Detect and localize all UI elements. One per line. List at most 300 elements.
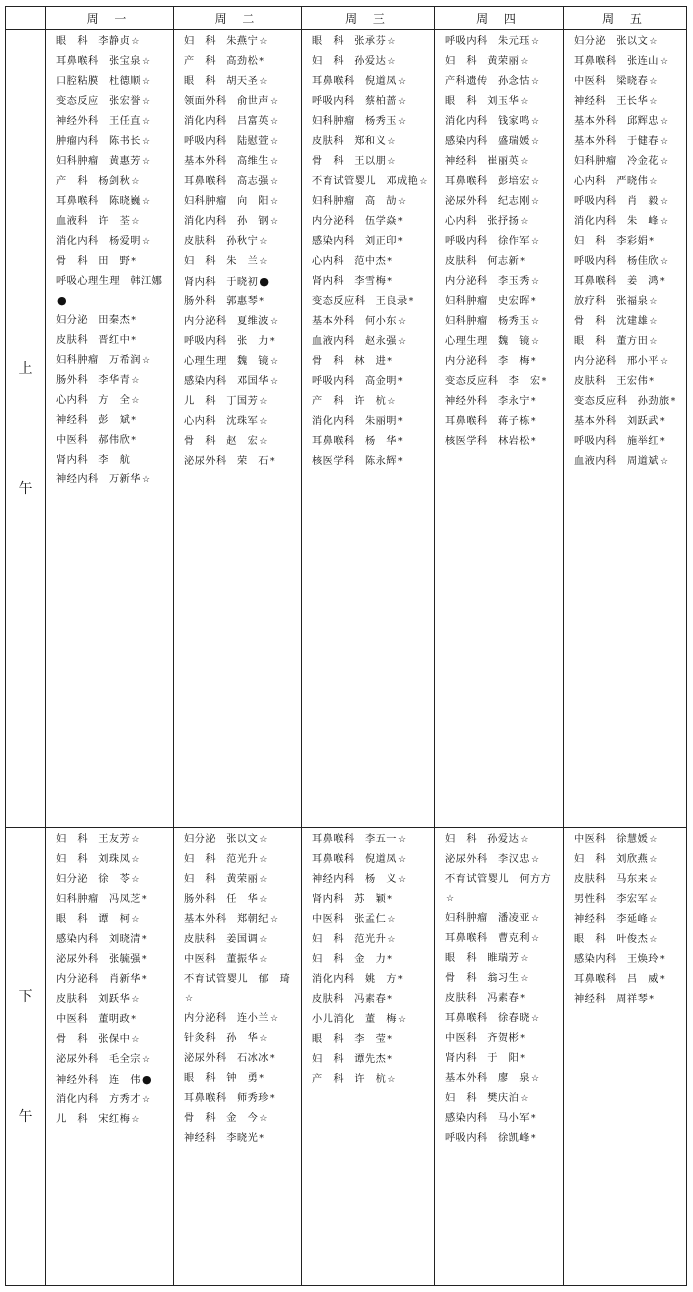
star-marker-icon: ☆ xyxy=(520,217,529,227)
department-label: 耳鼻喉科 xyxy=(445,176,488,187)
star-marker-icon: ☆ xyxy=(660,137,669,147)
star-marker-icon: ☆ xyxy=(259,855,268,865)
doctor-entry xyxy=(574,172,682,192)
asterisk-marker-icon: * xyxy=(387,257,392,267)
doctor-entry xyxy=(574,970,682,990)
star-marker-icon: ☆ xyxy=(520,97,529,107)
doctor-entry xyxy=(445,172,559,192)
doctor-name: 张宝泉 xyxy=(108,56,141,67)
doctor-entry xyxy=(56,212,169,232)
asterisk-marker-icon: * xyxy=(259,297,264,307)
star-marker-icon: ☆ xyxy=(259,437,268,447)
doctor-entry xyxy=(445,192,559,212)
star-marker-icon: ☆ xyxy=(398,317,407,327)
doctor-entry xyxy=(574,452,682,472)
doctor-name: 王长华 xyxy=(616,96,649,107)
doctor-entry xyxy=(574,870,682,890)
doctor-entry xyxy=(184,850,297,870)
star-marker-icon: ☆ xyxy=(398,117,407,127)
doctor-name: 王宏伟 xyxy=(616,376,649,387)
star-marker-icon: ☆ xyxy=(649,317,658,327)
asterisk-marker-icon: * xyxy=(259,57,264,67)
department-label: 内分泌科 xyxy=(184,316,227,327)
department-label: 心理生理 xyxy=(445,336,488,347)
doctor-name: 谭先杰 xyxy=(354,1054,387,1065)
doctor-entry xyxy=(184,332,297,352)
doctor-entry xyxy=(312,152,430,172)
star-marker-icon: ☆ xyxy=(531,934,540,944)
department-label: 消化内科 xyxy=(312,974,355,985)
department-label: 领面外科 xyxy=(184,96,227,107)
doctor-entry xyxy=(445,1009,559,1029)
star-marker-icon: ☆ xyxy=(142,197,151,207)
doctor-name: 邓成艳 xyxy=(386,176,419,187)
asterisk-marker-icon: * xyxy=(131,436,136,446)
doctor-entry xyxy=(574,830,682,850)
doctor-entry xyxy=(184,1069,297,1089)
department-label: 妇分泌 xyxy=(184,834,217,845)
doctor-entry xyxy=(445,292,559,312)
department-label: 眼 科 xyxy=(574,934,607,945)
department-label: 肾内科 xyxy=(184,277,217,288)
department-label: 耳鼻喉科 xyxy=(445,933,488,944)
doctor-name: 俞世声 xyxy=(236,96,269,107)
star-marker-icon: ☆ xyxy=(531,177,540,187)
doctor-entry xyxy=(574,232,682,252)
department-label: 妇 科 xyxy=(312,934,345,945)
doctor-entry xyxy=(184,132,297,152)
star-marker-icon: ☆ xyxy=(270,377,279,387)
doctor-entry xyxy=(445,969,559,989)
doctor-entry xyxy=(56,152,169,172)
doctor-name: 连 伟 xyxy=(108,1075,141,1086)
department-label: 放疗科 xyxy=(574,296,607,307)
doctor-name: 杨秀玉 xyxy=(364,116,397,127)
star-marker-icon: ☆ xyxy=(259,1034,268,1044)
doctor-name: 孙念怙 xyxy=(497,76,530,87)
asterisk-marker-icon: * xyxy=(142,955,147,965)
doctor-entry xyxy=(445,1049,559,1069)
department-label: 妇科肿瘤 xyxy=(56,156,99,167)
day-cell xyxy=(564,828,687,1286)
doctor-entry xyxy=(184,950,297,970)
doctor-name: 冷金花 xyxy=(626,156,659,167)
department-label: 呼吸内科 xyxy=(184,336,227,347)
doctor-name: 伍学焱 xyxy=(364,216,397,227)
department-label: 泌尿外科 xyxy=(184,456,227,467)
dot-marker-icon: ● xyxy=(259,275,269,288)
star-marker-icon: ☆ xyxy=(531,337,540,347)
star-marker-icon: ☆ xyxy=(131,915,140,925)
doctor-name: 邓国华 xyxy=(236,376,269,387)
doctor-name: 周道斌 xyxy=(626,456,659,467)
doctor-entry xyxy=(445,332,559,352)
day-cell xyxy=(435,30,564,828)
doctor-name: 吕富英 xyxy=(236,116,269,127)
afternoon-row xyxy=(6,828,687,1286)
department-label: 妇分泌 xyxy=(56,315,89,326)
asterisk-marker-icon: * xyxy=(649,377,654,387)
department-label: 消化内科 xyxy=(312,416,355,427)
asterisk-marker-icon: * xyxy=(270,1054,275,1064)
star-marker-icon: ☆ xyxy=(531,197,540,207)
doctor-name: 董明政 xyxy=(98,1014,131,1025)
star-marker-icon: ☆ xyxy=(398,97,407,107)
doctor-entry xyxy=(312,72,430,92)
doctor-entry xyxy=(56,112,169,132)
department-label: 骨 科 xyxy=(184,1113,217,1124)
doctor-entry xyxy=(312,970,430,990)
department-label: 变态反应科 xyxy=(312,296,366,307)
star-marker-icon: ☆ xyxy=(131,855,140,865)
star-marker-icon: ☆ xyxy=(649,895,658,905)
doctor-entry xyxy=(312,950,430,970)
asterisk-marker-icon: * xyxy=(398,975,403,985)
department-label: 神经科 xyxy=(574,96,607,107)
star-marker-icon: ☆ xyxy=(649,77,658,87)
doctor-entry xyxy=(184,152,297,172)
department-label: 神经外科 xyxy=(445,396,488,407)
department-label: 皮肤科 xyxy=(574,376,607,387)
department-label: 耳鼻喉科 xyxy=(312,854,355,865)
doctor-name: 彭培宏 xyxy=(497,176,530,187)
department-label: 肠外科 xyxy=(184,894,217,905)
doctor-name: 冯素春 xyxy=(487,993,520,1004)
doctor-entry xyxy=(56,72,169,92)
doctor-entry xyxy=(445,152,559,172)
doctor-entry xyxy=(56,830,169,850)
doctor-entry xyxy=(312,1030,430,1050)
star-marker-icon: ☆ xyxy=(131,37,140,47)
department-label: 泌尿外科 xyxy=(184,1053,227,1064)
asterisk-marker-icon: * xyxy=(660,277,665,287)
doctor-name: 金 力 xyxy=(354,954,387,965)
doctor-entry xyxy=(184,1129,297,1149)
doctor-name: 翁习生 xyxy=(487,973,520,984)
doctor-name: 徐慧媛 xyxy=(616,834,649,845)
department-label: 基本外科 xyxy=(574,136,617,147)
doctor-entry xyxy=(56,470,169,490)
doctor-name: 刘晓清 xyxy=(108,934,141,945)
day-header-thu: 周 四 xyxy=(435,7,564,30)
doctor-name: 叶俊杰 xyxy=(616,934,649,945)
doctor-name: 李宏军 xyxy=(616,894,649,905)
doctor-entry xyxy=(312,1010,430,1030)
doctor-entry xyxy=(445,1089,559,1109)
doctor-entry xyxy=(184,32,297,52)
doctor-name: 田秦杰 xyxy=(98,315,131,326)
doctor-name: 冯素春 xyxy=(354,994,387,1005)
star-marker-icon: ☆ xyxy=(142,57,151,67)
doctor-name: 邱辉忠 xyxy=(626,116,659,127)
doctor-name: 马小军 xyxy=(497,1113,530,1124)
doctor-entry xyxy=(184,272,297,292)
asterisk-marker-icon: * xyxy=(531,357,536,367)
department-label: 骨 科 xyxy=(56,256,89,267)
doctor-name: 何志新 xyxy=(487,256,520,267)
doctor-name: 徐凯峰 xyxy=(497,1133,530,1144)
period-label-morning: 上 午 xyxy=(6,30,46,828)
doctor-entry xyxy=(312,352,430,372)
doctor-entry xyxy=(445,132,559,152)
doctor-name: 方 全 xyxy=(98,395,131,406)
asterisk-marker-icon: * xyxy=(387,277,392,287)
department-label: 眼 科 xyxy=(574,336,607,347)
doctor-name: 王良录 xyxy=(375,296,408,307)
doctor-name: 睢瑞芳 xyxy=(487,953,520,964)
doctor-entry xyxy=(574,132,682,152)
department-label: 神经科 xyxy=(445,156,478,167)
department-label: 肠外科 xyxy=(184,296,217,307)
doctor-name: 范光升 xyxy=(354,934,387,945)
star-marker-icon: ☆ xyxy=(649,835,658,845)
doctor-name: 李五一 xyxy=(364,834,397,845)
department-label: 皮肤科 xyxy=(312,136,345,147)
doctor-entry xyxy=(574,152,682,172)
doctor-entry xyxy=(184,232,297,252)
doctor-name: 施举红 xyxy=(626,436,659,447)
doctor-entry xyxy=(56,451,169,470)
department-label: 神经内科 xyxy=(312,874,355,885)
star-marker-icon: ☆ xyxy=(270,97,279,107)
doctor-entry xyxy=(56,252,169,272)
doctor-name: 林岩松 xyxy=(497,436,530,447)
doctor-name: 朱丽明 xyxy=(364,416,397,427)
star-marker-icon: ☆ xyxy=(387,137,396,147)
department-label: 不育试管婴儿 xyxy=(184,974,249,985)
doctor-entry xyxy=(445,212,559,232)
department-label: 口腔粘膜 xyxy=(56,76,99,87)
department-label: 眼 科 xyxy=(56,36,89,47)
doctor-entry xyxy=(184,432,297,452)
doctor-name: 冯凤芝 xyxy=(108,894,141,905)
doctor-name: 蒋子栋 xyxy=(497,416,530,427)
doctor-entry xyxy=(56,1070,169,1090)
star-marker-icon: ☆ xyxy=(649,935,658,945)
department-label: 妇 科 xyxy=(445,56,478,67)
doctor-entry xyxy=(312,412,430,432)
doctor-entry xyxy=(574,910,682,930)
doctor-entry xyxy=(445,989,559,1009)
department-label: 心理生理 xyxy=(184,356,227,367)
doctor-entry xyxy=(312,112,430,132)
department-label: 妇 科 xyxy=(445,834,478,845)
asterisk-marker-icon: * xyxy=(531,437,536,447)
doctor-entry xyxy=(184,1049,297,1069)
asterisk-marker-icon: * xyxy=(660,975,665,985)
doctor-name: 孙 华 xyxy=(226,1033,259,1044)
star-marker-icon: ☆ xyxy=(649,177,658,187)
star-marker-icon: ☆ xyxy=(649,855,658,865)
doctor-name: 胡天圣 xyxy=(226,76,259,87)
star-marker-icon: ☆ xyxy=(446,894,455,904)
department-label: 眼 科 xyxy=(312,1034,345,1045)
doctor-name: 刘正印 xyxy=(364,236,397,247)
department-label: 内分泌科 xyxy=(445,276,488,287)
star-marker-icon: ☆ xyxy=(387,397,396,407)
star-marker-icon: ☆ xyxy=(660,157,669,167)
doctor-entry xyxy=(574,372,682,392)
department-label: 耳鼻喉科 xyxy=(445,416,488,427)
doctor-name: 王焕玲 xyxy=(626,954,659,965)
doctor-name: 樊庆泊 xyxy=(487,1093,520,1104)
doctor-name: 蔡柏蔷 xyxy=(364,96,397,107)
department-label: 呼吸内科 xyxy=(574,256,617,267)
doctor-entry xyxy=(56,870,169,890)
department-label: 肿瘤内科 xyxy=(56,136,99,147)
star-marker-icon: ☆ xyxy=(398,855,407,865)
asterisk-marker-icon: * xyxy=(387,1035,392,1045)
doctor-name: 曹克利 xyxy=(497,933,530,944)
doctor-name: 张抒扬 xyxy=(487,216,520,227)
doctor-name: 林 进 xyxy=(354,356,387,367)
department-label: 消化内科 xyxy=(56,236,99,247)
department-label: 神经外科 xyxy=(56,116,99,127)
doctor-name: 刘跃武 xyxy=(626,416,659,427)
doctor-name: 郁 琦 xyxy=(258,974,291,985)
doctor-name: 严晓伟 xyxy=(616,176,649,187)
doctor-entry xyxy=(574,412,682,432)
department-label: 皮肤科 xyxy=(184,934,217,945)
star-marker-icon: ☆ xyxy=(259,835,268,845)
star-marker-icon: ☆ xyxy=(259,77,268,87)
doctor-entry xyxy=(574,92,682,112)
star-marker-icon: ☆ xyxy=(270,157,279,167)
department-label: 肾内科 xyxy=(56,455,89,466)
doctor-entry xyxy=(574,272,682,292)
doctor-name: 石冰冰 xyxy=(236,1053,269,1064)
star-marker-icon: ☆ xyxy=(531,37,540,47)
star-marker-icon: ☆ xyxy=(398,875,407,885)
doctor-name: 高 劼 xyxy=(364,196,397,207)
asterisk-marker-icon: * xyxy=(649,995,654,1005)
doctor-entry xyxy=(574,332,682,352)
doctor-entry xyxy=(184,412,297,432)
doctor-entry xyxy=(312,870,430,890)
department-label: 心内科 xyxy=(312,256,345,267)
doctor-name: 张孟仁 xyxy=(354,914,387,925)
department-label: 耳鼻喉科 xyxy=(445,1013,488,1024)
doctor-name: 张 力 xyxy=(236,336,269,347)
doctor-name: 于晓初 xyxy=(226,277,259,288)
clinic-schedule-table xyxy=(5,6,687,1286)
department-label: 心内科 xyxy=(445,216,478,227)
doctor-name: 刘跃华 xyxy=(98,994,131,1005)
day-header-wed: 周 三 xyxy=(302,7,435,30)
asterisk-marker-icon: * xyxy=(270,337,275,347)
department-label: 呼吸内科 xyxy=(445,1133,488,1144)
doctor-entry xyxy=(574,252,682,272)
doctor-name: 黄惠芳 xyxy=(108,156,141,167)
day-cell xyxy=(435,828,564,1286)
star-marker-icon: ☆ xyxy=(660,197,669,207)
doctor-name: 李永宁 xyxy=(497,396,530,407)
department-label: 妇 科 xyxy=(574,236,607,247)
doctor-entry xyxy=(445,432,559,452)
department-label: 神经科 xyxy=(574,914,607,925)
department-label: 妇 科 xyxy=(184,256,217,267)
department-label: 骨 科 xyxy=(312,356,345,367)
asterisk-marker-icon: * xyxy=(520,994,525,1004)
doctor-entry xyxy=(574,312,682,332)
dot-marker-icon: ● xyxy=(142,1073,152,1086)
doctor-entry xyxy=(56,950,169,970)
department-label: 妇科肿瘤 xyxy=(56,355,99,366)
department-label: 泌尿外科 xyxy=(445,196,488,207)
doctor-entry xyxy=(56,1090,169,1110)
department-label: 皮肤科 xyxy=(184,236,217,247)
department-label: 皮肤科 xyxy=(312,994,345,1005)
star-marker-icon: ☆ xyxy=(649,337,658,347)
department-label: 产科遗传 xyxy=(445,76,488,87)
doctor-name: 邢小平 xyxy=(626,356,659,367)
department-label: 耳鼻喉科 xyxy=(56,196,99,207)
star-marker-icon: ☆ xyxy=(142,1055,151,1065)
star-marker-icon: ☆ xyxy=(387,57,396,67)
asterisk-marker-icon: * xyxy=(398,457,403,467)
day-header-tue: 周 二 xyxy=(174,7,302,30)
day-header-fri: 周 五 xyxy=(564,7,687,30)
doctor-name: 潘凌亚 xyxy=(497,913,530,924)
doctor-entry xyxy=(184,1089,297,1109)
doctor-name: 朱 兰 xyxy=(226,256,259,267)
star-marker-icon: ☆ xyxy=(398,337,407,347)
doctor-entry xyxy=(312,930,430,950)
department-label: 肾内科 xyxy=(312,894,345,905)
department-label: 骨 科 xyxy=(574,316,607,327)
star-marker-icon: ☆ xyxy=(142,1095,151,1105)
department-label: 骨 科 xyxy=(445,973,478,984)
department-label: 妇科肿瘤 xyxy=(184,196,227,207)
doctor-name: 向 阳 xyxy=(236,196,269,207)
department-label: 儿 科 xyxy=(56,1114,89,1125)
doctor-entry xyxy=(56,351,169,371)
department-label: 皮肤科 xyxy=(445,256,478,267)
department-label: 妇分泌 xyxy=(574,36,607,47)
doctor-name: 钱家鸣 xyxy=(497,116,530,127)
doctor-name: 李玉秀 xyxy=(497,276,530,287)
doctor-entry xyxy=(445,312,559,332)
department-label: 核医学科 xyxy=(445,436,488,447)
doctor-entry xyxy=(56,391,169,411)
doctor-name: 万希润 xyxy=(108,355,141,366)
department-label: 泌尿外科 xyxy=(56,1054,99,1065)
department-label: 心内科 xyxy=(574,176,607,187)
doctor-name: 范光升 xyxy=(226,854,259,865)
doctor-entry xyxy=(312,890,430,910)
doctor-name: 李 梅 xyxy=(497,356,530,367)
doctor-name: 董 梅 xyxy=(364,1014,397,1025)
star-marker-icon: ☆ xyxy=(259,1114,268,1124)
day-cell xyxy=(302,828,435,1286)
doctor-entry xyxy=(56,1110,169,1130)
doctor-name: 王以朋 xyxy=(354,156,387,167)
department-label: 泌尿外科 xyxy=(56,954,99,965)
doctor-name: 倪道凤 xyxy=(364,854,397,865)
department-label: 产 科 xyxy=(56,176,89,187)
doctor-entry xyxy=(56,970,169,990)
department-label: 心内科 xyxy=(184,416,217,427)
department-label: 呼吸内科 xyxy=(312,96,355,107)
doctor-name: 孙秋宁 xyxy=(226,236,259,247)
department-label: 内分泌科 xyxy=(445,356,488,367)
doctor-name: 李汉忠 xyxy=(497,854,530,865)
star-marker-icon: ☆ xyxy=(270,1014,279,1024)
doctor-entry xyxy=(56,1050,169,1070)
doctor-entry xyxy=(184,870,297,890)
star-marker-icon: ☆ xyxy=(387,915,396,925)
doctor-name: 李彩娟 xyxy=(616,236,649,247)
